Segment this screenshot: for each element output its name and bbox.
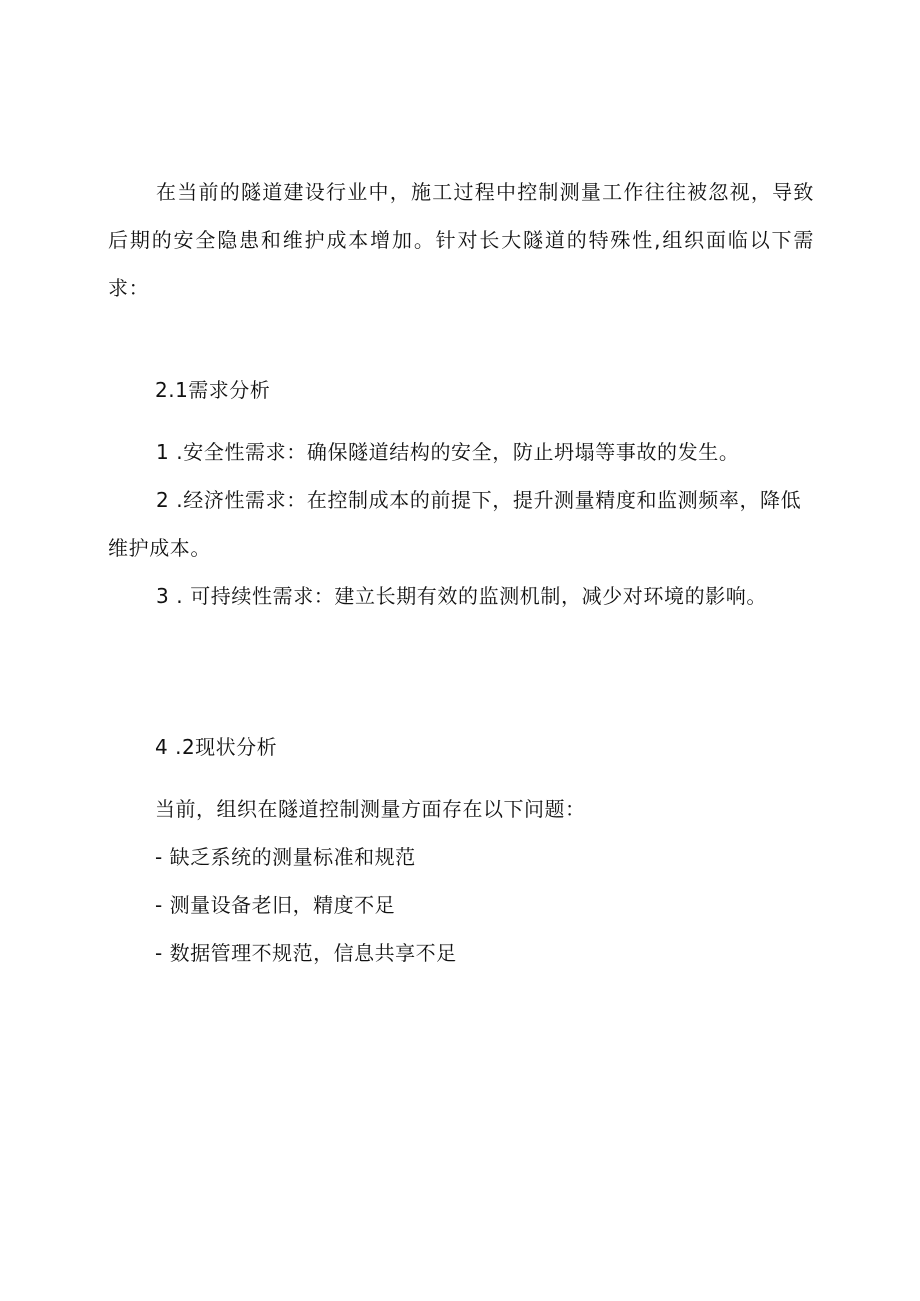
requirement-item-safety: 1 .安全性需求：确保隧道结构的安全，防止坍塌等事故的发生。 bbox=[156, 440, 740, 464]
section-heading-requirements: 2.1需求分析 bbox=[155, 378, 271, 402]
issue-list-item: - 缺乏系统的测量标准和规范 bbox=[155, 845, 416, 869]
requirement-item-sustainability: 3 . 可持续性需求：建立长期有效的监测机制，减少对环境的影响。 bbox=[156, 584, 767, 608]
status-lead-text: 当前，组织在隧道控制测量方面存在以下问题： bbox=[155, 797, 586, 821]
section-heading-status: 4 .2现状分析 bbox=[155, 735, 278, 759]
issue-list-item: - 数据管理不规范，信息共享不足 bbox=[155, 941, 457, 965]
issue-list-item: - 测量设备老旧，精度不足 bbox=[155, 893, 396, 917]
requirement-item-economy: 2 .经济性需求：在控制成本的前提下，提升测量精度和监测频率，降低维护成本。 bbox=[108, 488, 802, 560]
intro-paragraph: 在当前的隧道建设行业中，施工过程中控制测量工作往往被忽视，导致后期的安全隐患和维护成本增加。针对长大隧道的特殊性,组织面临以下需求： bbox=[108, 180, 814, 300]
